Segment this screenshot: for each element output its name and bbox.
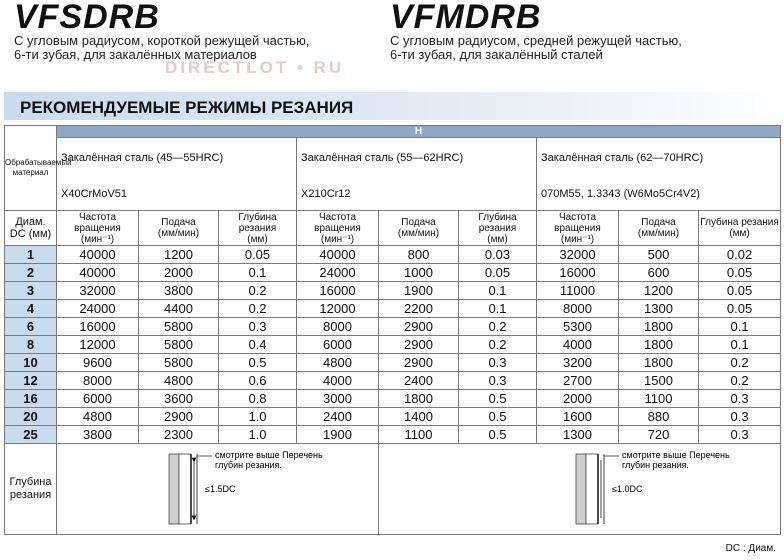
watermark: DIRECTLOT • RU [165, 58, 345, 77]
figure-note: смотрите выше Перечень [215, 450, 323, 460]
material-label: Обрабатываемый материал [5, 126, 57, 211]
table-row [5, 264, 781, 282]
section-header [4, 92, 780, 120]
value-cell: 0.1 [699, 318, 781, 336]
diam-cell: 16 [5, 390, 57, 408]
value-cell: 0.3 [699, 408, 781, 426]
value-cell: 1500 [619, 372, 699, 390]
value-cell: 4800 [139, 372, 219, 390]
product-desc-line1: С угловым радиусом, короткой режущей частью, [14, 33, 310, 48]
value-cell: 4000 [537, 336, 619, 354]
diam-cell: 10 [5, 354, 57, 372]
depth-figure-cell [379, 444, 781, 535]
value-cell: 0.2 [699, 354, 781, 372]
product-vfsdrb [14, 0, 309, 62]
value-cell: 16000 [297, 282, 379, 300]
value-cell: 0.3 [699, 426, 781, 444]
feed-header: Подача (мм/мин) [139, 211, 219, 246]
value-cell: 2000 [537, 390, 619, 408]
figure-note: смотрите выше Перечень [622, 450, 730, 460]
value-cell: 2900 [379, 336, 459, 354]
group-header: H [57, 126, 781, 138]
value-cell: 0.05 [699, 282, 781, 300]
table-row [5, 354, 781, 372]
footnote: DC : Диам. [725, 543, 776, 554]
value-cell: 1800 [619, 336, 699, 354]
value-cell: 1800 [619, 354, 699, 372]
value-cell: 3800 [57, 426, 139, 444]
value-cell: 40000 [57, 264, 139, 282]
value-cell: 2000 [139, 264, 219, 282]
value-cell: 5800 [139, 336, 219, 354]
diam-cell: 3 [5, 282, 57, 300]
value-cell: 0.02 [699, 246, 781, 264]
value-cell: 1.0 [219, 408, 297, 426]
value-cell: 0.1 [459, 282, 537, 300]
depth-label: Глубина резания [5, 444, 57, 535]
value-cell: 4000 [297, 372, 379, 390]
value-cell: 720 [619, 426, 699, 444]
value-cell: 32000 [537, 246, 619, 264]
value-cell: 880 [619, 408, 699, 426]
value-cell: 0.1 [699, 336, 781, 354]
figure-note: глубин резания. [622, 460, 689, 470]
value-cell: 3800 [139, 282, 219, 300]
value-cell: 32000 [57, 282, 139, 300]
value-cell: 3200 [537, 354, 619, 372]
value-cell: 0.3 [459, 372, 537, 390]
value-cell: 0.3 [219, 318, 297, 336]
value-cell: 12000 [297, 300, 379, 318]
speed-header: Частота вращения (мин⁻¹) [57, 211, 139, 246]
table-row [5, 408, 781, 426]
value-cell: 2900 [139, 408, 219, 426]
table-row [5, 282, 781, 300]
feed-header: Подача (мм/мин) [379, 211, 459, 246]
speed-header: Частота вращения (мин⁻¹) [297, 211, 379, 246]
value-cell: 1200 [619, 282, 699, 300]
value-cell: 0.03 [459, 246, 537, 264]
value-cell: 0.2 [219, 282, 297, 300]
value-cell: 1.0 [219, 426, 297, 444]
product-vfmdrb [390, 0, 682, 62]
table-row [5, 318, 781, 336]
table-row [5, 336, 781, 354]
value-cell: 500 [619, 246, 699, 264]
table-row [5, 426, 781, 444]
value-cell: 2400 [297, 408, 379, 426]
table-row [5, 246, 781, 264]
value-cell: 0.2 [459, 318, 537, 336]
value-cell: 0.05 [699, 300, 781, 318]
value-cell: 2700 [537, 372, 619, 390]
value-cell: 0.1 [459, 300, 537, 318]
value-cell: 1900 [297, 426, 379, 444]
diam-cell: 4 [5, 300, 57, 318]
value-cell: 1400 [379, 408, 459, 426]
value-cell: 1900 [379, 282, 459, 300]
product-desc-line2: 6-ти зубая, для закалённых материалов [14, 47, 257, 62]
value-cell: 5800 [139, 354, 219, 372]
value-cell: 2900 [379, 354, 459, 372]
diam-cell: 12 [5, 372, 57, 390]
value-cell: 0.05 [699, 264, 781, 282]
depth-header: Глубина резания (мм) [219, 211, 297, 246]
material-cell: Закалённая сталь (62—70HRC) 070M55, 1.3343 (W6Mo5Cr4V2) [537, 138, 781, 211]
value-cell: 12000 [57, 336, 139, 354]
depth-figure-cell [57, 444, 379, 535]
figure-note: глубин резания. [215, 460, 282, 470]
product-desc-line2: 6-ти зубая, для закалённый сталей [390, 47, 603, 62]
value-cell: 4800 [57, 408, 139, 426]
diam-header: Диам. DC (мм) [5, 211, 57, 246]
value-cell: 0.05 [219, 246, 297, 264]
value-cell: 16000 [57, 318, 139, 336]
value-cell: 4800 [297, 354, 379, 372]
value-cell: 0.6 [219, 372, 297, 390]
product-desc-line1: С угловым радиусом, средней режущей частью, [390, 33, 682, 48]
value-cell: 1200 [139, 246, 219, 264]
diam-cell: 1 [5, 246, 57, 264]
value-cell: 8000 [297, 318, 379, 336]
cutting-conditions-table [4, 125, 781, 535]
diam-cell: 6 [5, 318, 57, 336]
value-cell: 0.5 [219, 354, 297, 372]
value-cell: 24000 [297, 264, 379, 282]
value-cell: 0.5 [459, 426, 537, 444]
table-row [5, 372, 781, 390]
depth-of-cut-diagram [564, 448, 754, 528]
value-cell: 1100 [619, 390, 699, 408]
product-name: VFMDRB [390, 0, 542, 36]
speed-header: Частота вращения (мин⁻¹) [537, 211, 619, 246]
material-cell: Закалённая сталь (55—62HRC) X210Cr12 [297, 138, 537, 211]
value-cell: 2200 [379, 300, 459, 318]
value-cell: 16000 [537, 264, 619, 282]
value-cell: 1800 [619, 318, 699, 336]
value-cell: 24000 [57, 300, 139, 318]
value-cell: 40000 [57, 246, 139, 264]
value-cell: 0.8 [219, 390, 297, 408]
value-cell: 0.05 [459, 264, 537, 282]
value-cell: 3600 [139, 390, 219, 408]
value-cell: 0.3 [459, 354, 537, 372]
value-cell: 1300 [619, 300, 699, 318]
value-cell: 0.4 [219, 336, 297, 354]
value-cell: 0.3 [699, 390, 781, 408]
value-cell: 1800 [379, 390, 459, 408]
value-cell: 8000 [57, 372, 139, 390]
value-cell: 3000 [297, 390, 379, 408]
value-cell: 0.1 [219, 264, 297, 282]
depth-of-cut-diagram [157, 448, 347, 528]
value-cell: 11000 [537, 282, 619, 300]
value-cell: 9600 [57, 354, 139, 372]
value-cell: 1300 [537, 426, 619, 444]
diam-cell: 20 [5, 408, 57, 426]
depth-header: Глубина резания (мм) [459, 211, 537, 246]
figure-dim: ≤1.5DC [205, 484, 236, 494]
value-cell: 6000 [57, 390, 139, 408]
value-cell: 5300 [537, 318, 619, 336]
value-cell: 1100 [379, 426, 459, 444]
value-cell: 2900 [379, 318, 459, 336]
product-name: VFSDRB [14, 0, 160, 36]
value-cell: 1600 [537, 408, 619, 426]
value-cell: 600 [619, 264, 699, 282]
depth-header: Глубина резания (мм) [699, 211, 781, 246]
value-cell: 0.2 [459, 336, 537, 354]
value-cell: 0.2 [699, 372, 781, 390]
diam-cell: 2 [5, 264, 57, 282]
value-cell: 2300 [139, 426, 219, 444]
figure-dim: ≤1.0DC [612, 484, 643, 494]
value-cell: 6000 [297, 336, 379, 354]
value-cell: 800 [379, 246, 459, 264]
value-cell: 8000 [537, 300, 619, 318]
value-cell: 5800 [139, 318, 219, 336]
material-cell: Закалённая сталь (45—55HRC) X40CrMoV51 [57, 138, 297, 211]
column-header-row [5, 211, 781, 246]
diam-cell: 8 [5, 336, 57, 354]
feed-header: Подача (мм/мин) [619, 211, 699, 246]
table-row [5, 300, 781, 318]
section-title: РЕКОМЕНДУЕМЫЕ РЕЖИМЫ РЕЗАНИЯ [20, 98, 354, 117]
value-cell: 40000 [297, 246, 379, 264]
table-row [5, 390, 781, 408]
value-cell: 0.2 [219, 300, 297, 318]
value-cell: 0.5 [459, 408, 537, 426]
value-cell: 4400 [139, 300, 219, 318]
value-cell: 0.5 [459, 390, 537, 408]
diam-cell: 25 [5, 426, 57, 444]
value-cell: 1000 [379, 264, 459, 282]
value-cell: 2400 [379, 372, 459, 390]
